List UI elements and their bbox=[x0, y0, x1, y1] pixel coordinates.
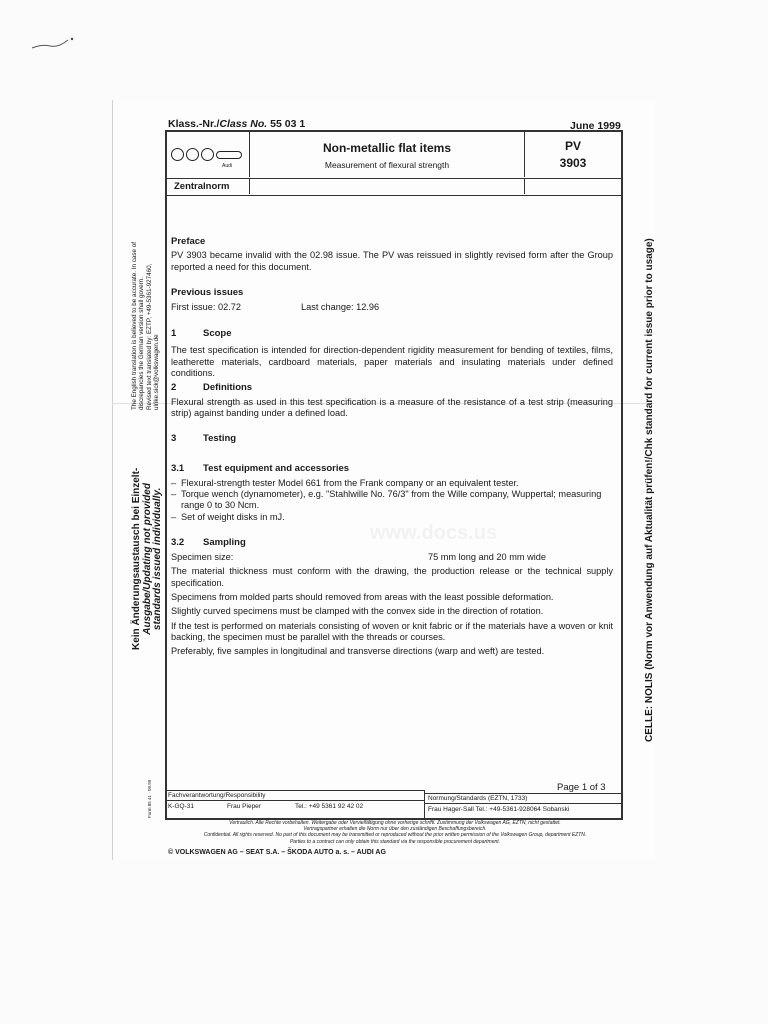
section-3-heading: 3 Testing bbox=[171, 433, 237, 445]
norm-row bbox=[165, 179, 623, 196]
copyright-line: © VOLKSWAGEN AG – SEAT S.A. – ŠKODA AUTO a. s. – AUDI AG bbox=[168, 849, 386, 856]
sampling-text-4: If the test is performed on materials consisting of woven or knit fabric or if the materials have a woven or knit backing, the specimen must be parallel with the threads or courses. bbox=[171, 620, 613, 642]
section-1-heading: 1 Scope bbox=[171, 328, 232, 340]
audi-rings-icon bbox=[216, 151, 242, 159]
list-item: – Flexural-strength tester Model 661 from the Frank company or an equivalent tester. bbox=[171, 478, 613, 489]
previous-issues-heading: Previous issues bbox=[171, 286, 244, 298]
vw-logo-icon bbox=[171, 148, 184, 161]
standards-block bbox=[425, 793, 623, 818]
sampling-text-1: The material thickness must conform with the drawing, the production release or the technical supply specification. bbox=[171, 566, 613, 588]
sampling-text-5: Preferably, five samples in longitudinal and transverse directions (warp and weft) are tested. bbox=[171, 646, 545, 657]
norm-empty-cell bbox=[250, 179, 525, 194]
group-logos bbox=[165, 130, 250, 177]
document-title: Non-metallic flat items bbox=[322, 141, 452, 155]
section-1-text: The test specification is intended for direction-dependent rigidity measurement for bending of textiles, films, leatherette materials, cardboard materials, paper materials and insulating materials under defined conditions. bbox=[171, 345, 613, 379]
scan-smudge-mark bbox=[28, 34, 78, 54]
section-3-2-heading: 3.2 Sampling bbox=[171, 537, 246, 549]
norm-label: Zentralnorm bbox=[165, 179, 250, 194]
document-subtitle: Measurement of flexural strength bbox=[324, 160, 450, 170]
last-change: Last change: 12.96 bbox=[301, 302, 380, 313]
issue-date: June 1999 bbox=[570, 120, 621, 132]
previous-issues-row bbox=[171, 302, 613, 314]
audi-logo-label: Audi bbox=[222, 163, 233, 169]
section-2-text: Flexural strength as used in this test specification is a measure of the resistance of a test strip (measuring strip) against banding under a defined load. bbox=[171, 396, 613, 418]
section-2-heading: 2 Definitions bbox=[171, 382, 253, 394]
specimen-size-row bbox=[171, 552, 613, 566]
list-item: – Set of weight disks in mJ. bbox=[171, 512, 613, 523]
pv-number: 3903 bbox=[559, 156, 587, 170]
preface-heading: Preface bbox=[171, 236, 206, 247]
nolis-notice: CELLE: NOLIS (Norm vor Anwendung auf Aktualität prüfen!/Chk standard for current issue prior to usage) bbox=[644, 238, 655, 742]
responsibility-label: Fachverantwortung/Responsibility bbox=[165, 791, 424, 801]
specimen-size-value: 75 mm long and 20 mm wide bbox=[428, 552, 546, 563]
title-block bbox=[165, 130, 623, 179]
update-notice: Kein Änderungsaustausch bei Einzelt- Ausgabe/Updating not provided standards issued individually. bbox=[131, 467, 163, 650]
first-issue: First issue: 02.72 bbox=[171, 302, 241, 313]
responsibility-tel: Tel.: +49 5361 92 42 02 bbox=[295, 803, 364, 810]
page-number: Page 1 of 3 bbox=[557, 782, 606, 793]
specimen-size-label: Specimen size: bbox=[171, 552, 234, 563]
standards-contact: Frau Hager-Sall Tel.: +49-5361-928064 Sobanski bbox=[428, 806, 570, 813]
skoda-logo-icon bbox=[201, 148, 214, 161]
sampling-text-2: Specimens from molded parts should removed from areas with the least possible deformation. bbox=[171, 591, 554, 602]
pv-label: PV bbox=[564, 139, 581, 153]
preface-text: PV 3903 became invalid with the 02.98 issue. The PV was reissued in slightly revised form after the Group reported a need for this document. bbox=[171, 250, 613, 272]
title-cell bbox=[250, 130, 525, 177]
list-item: – Torque wench (dynamometer), e.g. "Stahlwille No. 76/3" from the Wille company, Wuppertal; measuring range 0 to 30 Ncm. bbox=[171, 489, 613, 512]
responsibility-name: Frau Pieper bbox=[227, 803, 261, 810]
responsibility-dept: K-GQ-31 bbox=[168, 803, 195, 810]
form-number: Form 85 41 · 09.99 bbox=[147, 779, 152, 818]
seat-logo-icon bbox=[186, 148, 199, 161]
translation-note: The English translation is believed to be accurate. In case of discrepancies the German version shall govern. Revised text translated by: EZTP, +49-5361-927460, ulrike.sick@volkswagen.de bbox=[131, 241, 160, 410]
class-number: Klass.-Nr./Class No. 55 03 1 bbox=[168, 118, 306, 130]
watermark: www.docs.us bbox=[370, 522, 498, 544]
sampling-text-3: Slightly curved specimens must be clamped with the convex side in the direction of rotation. bbox=[171, 606, 544, 617]
section-3-1-heading: 3.1 Test equipment and accessories bbox=[171, 462, 350, 474]
legal-notice: Vertraulich. Alle Rechte vorbehalten. Weitergabe oder Vervielfältigung ohne vorherige schriftl. Zustimmung der Volkswagen AG, EZTN, nicht gestattet. Vertragspartner erhalten die Norm nur über den zuständigen Beschaffungsbereich. Confidential. All rights reserved. No part of this document may be transmitted or reproduced without the prior written permission of the Volkswagen Group, department EZTN. Parties to a contract can only obtain this standard via the responsible procurement department. bbox=[203, 820, 587, 845]
pv-cell bbox=[525, 130, 621, 177]
document-body bbox=[171, 196, 613, 657]
standards-label: Normung/Standards (EZTN, 1733) bbox=[425, 794, 623, 804]
responsibility-row bbox=[165, 801, 424, 815]
responsibility-block bbox=[165, 790, 425, 818]
